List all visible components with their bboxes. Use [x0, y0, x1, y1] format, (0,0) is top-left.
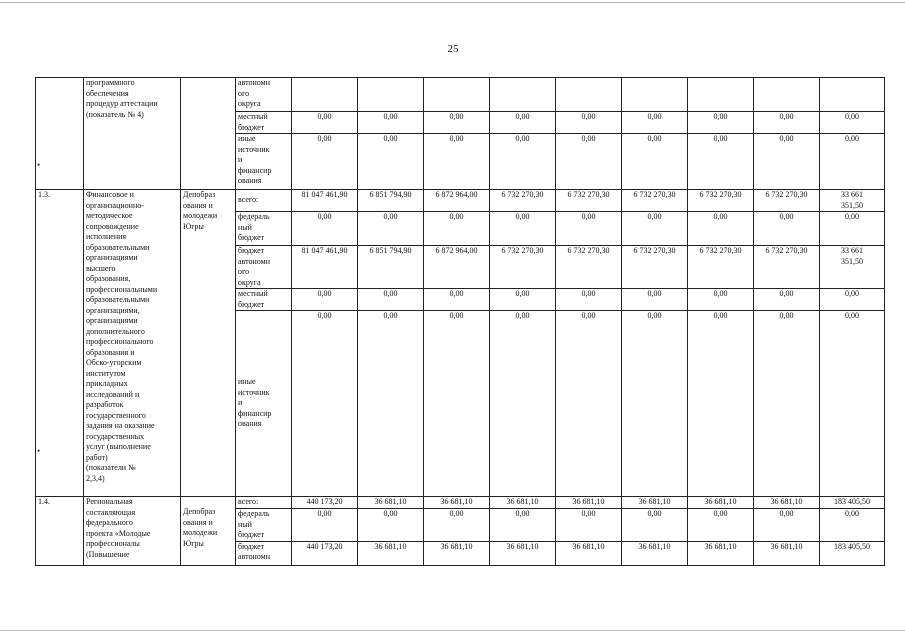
amount-cell: 0,00	[424, 112, 490, 134]
amount-cell: 0,00	[754, 134, 820, 190]
amount-cell: 0,00	[754, 311, 820, 497]
amount-cell: 0,00	[490, 112, 556, 134]
funding-source-cell: местный бюджет	[236, 112, 292, 134]
amount-cell: 440 173,20	[292, 497, 358, 509]
amount-cell: 6 872 964,00	[424, 190, 490, 212]
amount-cell: 0,00	[622, 134, 688, 190]
amount-cell: 6 732 270,30	[556, 190, 622, 212]
amount-cell: 0,00	[556, 134, 622, 190]
amount-cell: 36 681,10	[358, 497, 424, 509]
amount-cell: 81 047 461,90	[292, 190, 358, 212]
amount-cell: 0,00	[424, 509, 490, 542]
budget-table	[35, 77, 885, 566]
amount-cell: 0,00	[754, 212, 820, 246]
amount-cell: 36 681,10	[754, 541, 820, 565]
amount-cell: 0,00	[622, 311, 688, 497]
code-cell	[36, 78, 84, 190]
amount-cell: 0,00	[424, 311, 490, 497]
amount-cell: 36 681,10	[424, 541, 490, 565]
scan-edge-top	[0, 2, 905, 3]
amount-cell: 0,00	[622, 112, 688, 134]
amount-cell: 6 732 270,30	[490, 246, 556, 289]
amount-cell: 0,00	[622, 289, 688, 311]
amount-cell: 33 661 351,50	[820, 190, 885, 212]
amount-cell: 0,00	[358, 134, 424, 190]
amount-cell: 0,00	[490, 311, 556, 497]
amount-cell: 36 681,10	[688, 497, 754, 509]
table-row	[36, 497, 885, 509]
amount-cell: 0,00	[556, 212, 622, 246]
measure-name-cell: Финансовое и организационно- методическое сопровождение исполнения образовательными организациями высшего образования, профессиональными образовательными организациями, организациями дополнительного профессионального образования и Обско-угорским институтом прикладных исследований и разработок государственного задания на оказание государственных услуг (выполнение работ) (показатели № 2,3,4)	[84, 190, 181, 497]
funding-source-cell: федераль ный бюджет	[236, 212, 292, 246]
amount-cell: 0,00	[292, 311, 358, 497]
funding-source-cell: всего:	[236, 497, 292, 509]
amount-cell: 0,00	[292, 509, 358, 542]
amount-cell: 6 851 794,90	[358, 190, 424, 212]
amount-cell: 0,00	[490, 212, 556, 246]
amount-cell: 0,00	[622, 212, 688, 246]
amount-cell: 0,00	[490, 509, 556, 542]
amount-cell: 0,00	[820, 509, 885, 542]
amount-cell: 0,00	[688, 509, 754, 542]
amount-cell: 0,00	[292, 134, 358, 190]
amount-cell: 0,00	[820, 212, 885, 246]
amount-cell: 6 851 794,90	[358, 246, 424, 289]
funding-source-cell: иные источник и финансир ования	[236, 311, 292, 497]
amount-cell: 0,00	[358, 289, 424, 311]
amount-cell: 36 681,10	[556, 497, 622, 509]
table-row	[36, 190, 885, 212]
amount-cell: 36 681,10	[556, 541, 622, 565]
amount-cell: 0,00	[358, 112, 424, 134]
measure-name-cell: программного обеспечения процедур аттестации (показатель № 4)	[84, 78, 181, 190]
funding-source-cell: иные источник и финансир ования	[236, 134, 292, 190]
measure-name-cell: Региональная составляющая федерального проекта «Молодые профессионалы (Повышение	[84, 497, 181, 566]
amount-cell: 0,00	[358, 212, 424, 246]
amount-cell: 0,00	[688, 112, 754, 134]
amount-cell: 0,00	[556, 112, 622, 134]
amount-cell: 0,00	[556, 289, 622, 311]
amount-cell: 0,00	[622, 509, 688, 542]
funding-source-cell: бюджет автономн	[236, 541, 292, 565]
amount-cell: 0,00	[490, 289, 556, 311]
funding-source-cell: автономн ого округа	[236, 78, 292, 112]
executor-cell: Депобраз ования и молодежи Югры	[181, 190, 236, 497]
table-row	[36, 78, 885, 112]
amount-cell: 36 681,10	[490, 497, 556, 509]
amount-cell: 36 681,10	[754, 497, 820, 509]
executor-cell: Депобраз ования и молодежи Югры	[181, 497, 236, 566]
amount-cell: 6 732 270,30	[688, 246, 754, 289]
funding-source-cell: всего:	[236, 190, 292, 212]
amount-cell: 0,00	[688, 134, 754, 190]
amount-cell: 36 681,10	[622, 497, 688, 509]
amount-cell: 36 681,10	[424, 497, 490, 509]
amount-cell: 0,00	[556, 311, 622, 497]
funding-source-cell: федераль ный бюджет	[236, 509, 292, 542]
amount-cell: 6 732 270,30	[754, 190, 820, 212]
amount-cell: 0,00	[424, 212, 490, 246]
amount-cell: 6 732 270,30	[622, 246, 688, 289]
amount-cell: 6 732 270,30	[754, 246, 820, 289]
amount-cell: 33 661 351,50	[820, 246, 885, 289]
amount-cell: 0,00	[820, 112, 885, 134]
amount-cell: 0,00	[754, 289, 820, 311]
scan-mark: •	[37, 446, 41, 456]
amount-cell: 0,00	[292, 112, 358, 134]
amount-cell: 36 681,10	[358, 541, 424, 565]
amount-cell: 0,00	[688, 289, 754, 311]
code-cell: 1.3.	[36, 190, 84, 497]
amount-cell: 6 872 964,00	[424, 246, 490, 289]
funding-source-cell: местный бюджет	[236, 289, 292, 311]
amount-cell: 6 732 270,30	[490, 190, 556, 212]
amount-cell: 0,00	[424, 289, 490, 311]
amount-cell: 0,00	[820, 289, 885, 311]
amount-cell: 36 681,10	[688, 541, 754, 565]
amount-cell: 6 732 270,30	[556, 246, 622, 289]
code-cell: 1.4.	[36, 497, 84, 566]
amount-cell: 0,00	[754, 509, 820, 542]
amount-cell: 0,00	[820, 311, 885, 497]
amount-cell: 0,00	[688, 212, 754, 246]
amount-cell: 0,00	[292, 289, 358, 311]
funding-source-cell: бюджет автономн ого округа	[236, 246, 292, 289]
amount-cell: 183 405,50	[820, 541, 885, 565]
amount-cell: 36 681,10	[622, 541, 688, 565]
amount-cell: 0,00	[292, 212, 358, 246]
amount-cell: 183 405,50	[820, 497, 885, 509]
amount-cell: 0,00	[820, 134, 885, 190]
amount-cell: 0,00	[688, 311, 754, 497]
amount-cell: 0,00	[358, 311, 424, 497]
page-number: 25	[447, 43, 459, 55]
amount-cell: 0,00	[754, 112, 820, 134]
executor-cell	[181, 78, 236, 190]
amount-cell: 0,00	[424, 134, 490, 190]
scan-edge-bottom	[0, 630, 905, 631]
amount-cell: 36 681,10	[490, 541, 556, 565]
amount-cell: 6 732 270,30	[688, 190, 754, 212]
amount-cell: 6 732 270,30	[622, 190, 688, 212]
amount-cell: 440 173,20	[292, 541, 358, 565]
amount-cell: 0,00	[556, 509, 622, 542]
scan-mark: •	[37, 160, 41, 170]
amount-cell: 0,00	[358, 509, 424, 542]
amount-cell: 0,00	[490, 134, 556, 190]
amount-cell: 81 047 461,90	[292, 246, 358, 289]
